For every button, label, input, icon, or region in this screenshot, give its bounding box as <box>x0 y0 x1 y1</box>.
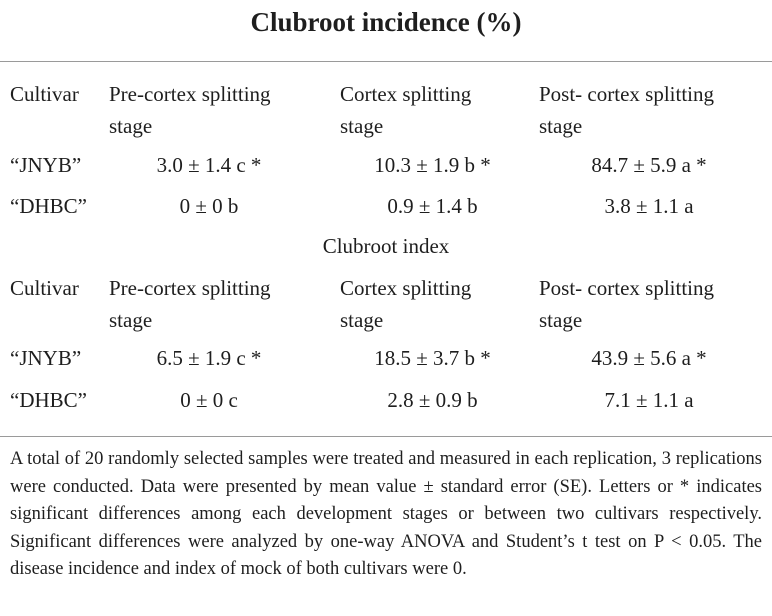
table-cell: 3.0 ± 1.4 c * <box>156 153 262 177</box>
table-cell: 6.5 ± 1.9 c * <box>156 346 262 370</box>
table-cell: 2.8 ± 0.9 b <box>387 388 478 412</box>
table-cell: 84.7 ± 5.9 a * <box>591 153 707 177</box>
row-cultivar: “DHBC” <box>10 388 87 412</box>
table-cell: 10.3 ± 1.9 b * <box>374 153 491 177</box>
table-cell: 18.5 ± 3.7 b * <box>374 346 491 370</box>
row-cultivar: “JNYB” <box>10 153 82 177</box>
header-post-cortex: Post- cortex splitting stage <box>539 276 714 332</box>
table-cell: 3.8 ± 1.1 a <box>604 194 694 218</box>
section-label: Clubroot index <box>322 234 450 258</box>
row-cultivar: “DHBC” <box>10 194 87 218</box>
header-cortex: Cortex splitting stage <box>340 276 472 332</box>
table-cell: 7.1 ± 1.1 a <box>604 388 694 412</box>
table-cell: 0 ± 0 c <box>180 388 238 412</box>
table-cell: 43.9 ± 5.6 a * <box>591 346 707 370</box>
header-cortex: Cortex splitting stage <box>340 82 472 138</box>
table-cell: 0 ± 0 b <box>179 194 239 218</box>
top-rule <box>0 61 772 62</box>
table-title: Clubroot incidence (%) <box>250 7 522 37</box>
header-pre-cortex: Pre-cortex splitting stage <box>109 82 271 138</box>
header-cultivar: Cultivar <box>10 82 79 106</box>
table-cell: 0.9 ± 1.4 b <box>387 194 478 218</box>
header-pre-cortex: Pre-cortex splitting stage <box>109 276 271 332</box>
header-post-cortex: Post- cortex splitting stage <box>539 82 714 138</box>
table-footnote: A total of 20 randomly selected samples were treated and measured in each replication, 3 replications were conducted. Data were presented by mean value ± standard error (SE). Letters or * indicates significant differences among each development stages or between two cultivars respectively. Significant differences were analyzed by one-way ANOVA and Student’s t test on P < 0.05. The disease incidence and index of mock of both cultivars were 0. <box>10 449 762 579</box>
row-cultivar: “JNYB” <box>10 346 82 370</box>
header-cultivar: Cultivar <box>10 276 79 300</box>
bottom-rule <box>0 436 772 437</box>
